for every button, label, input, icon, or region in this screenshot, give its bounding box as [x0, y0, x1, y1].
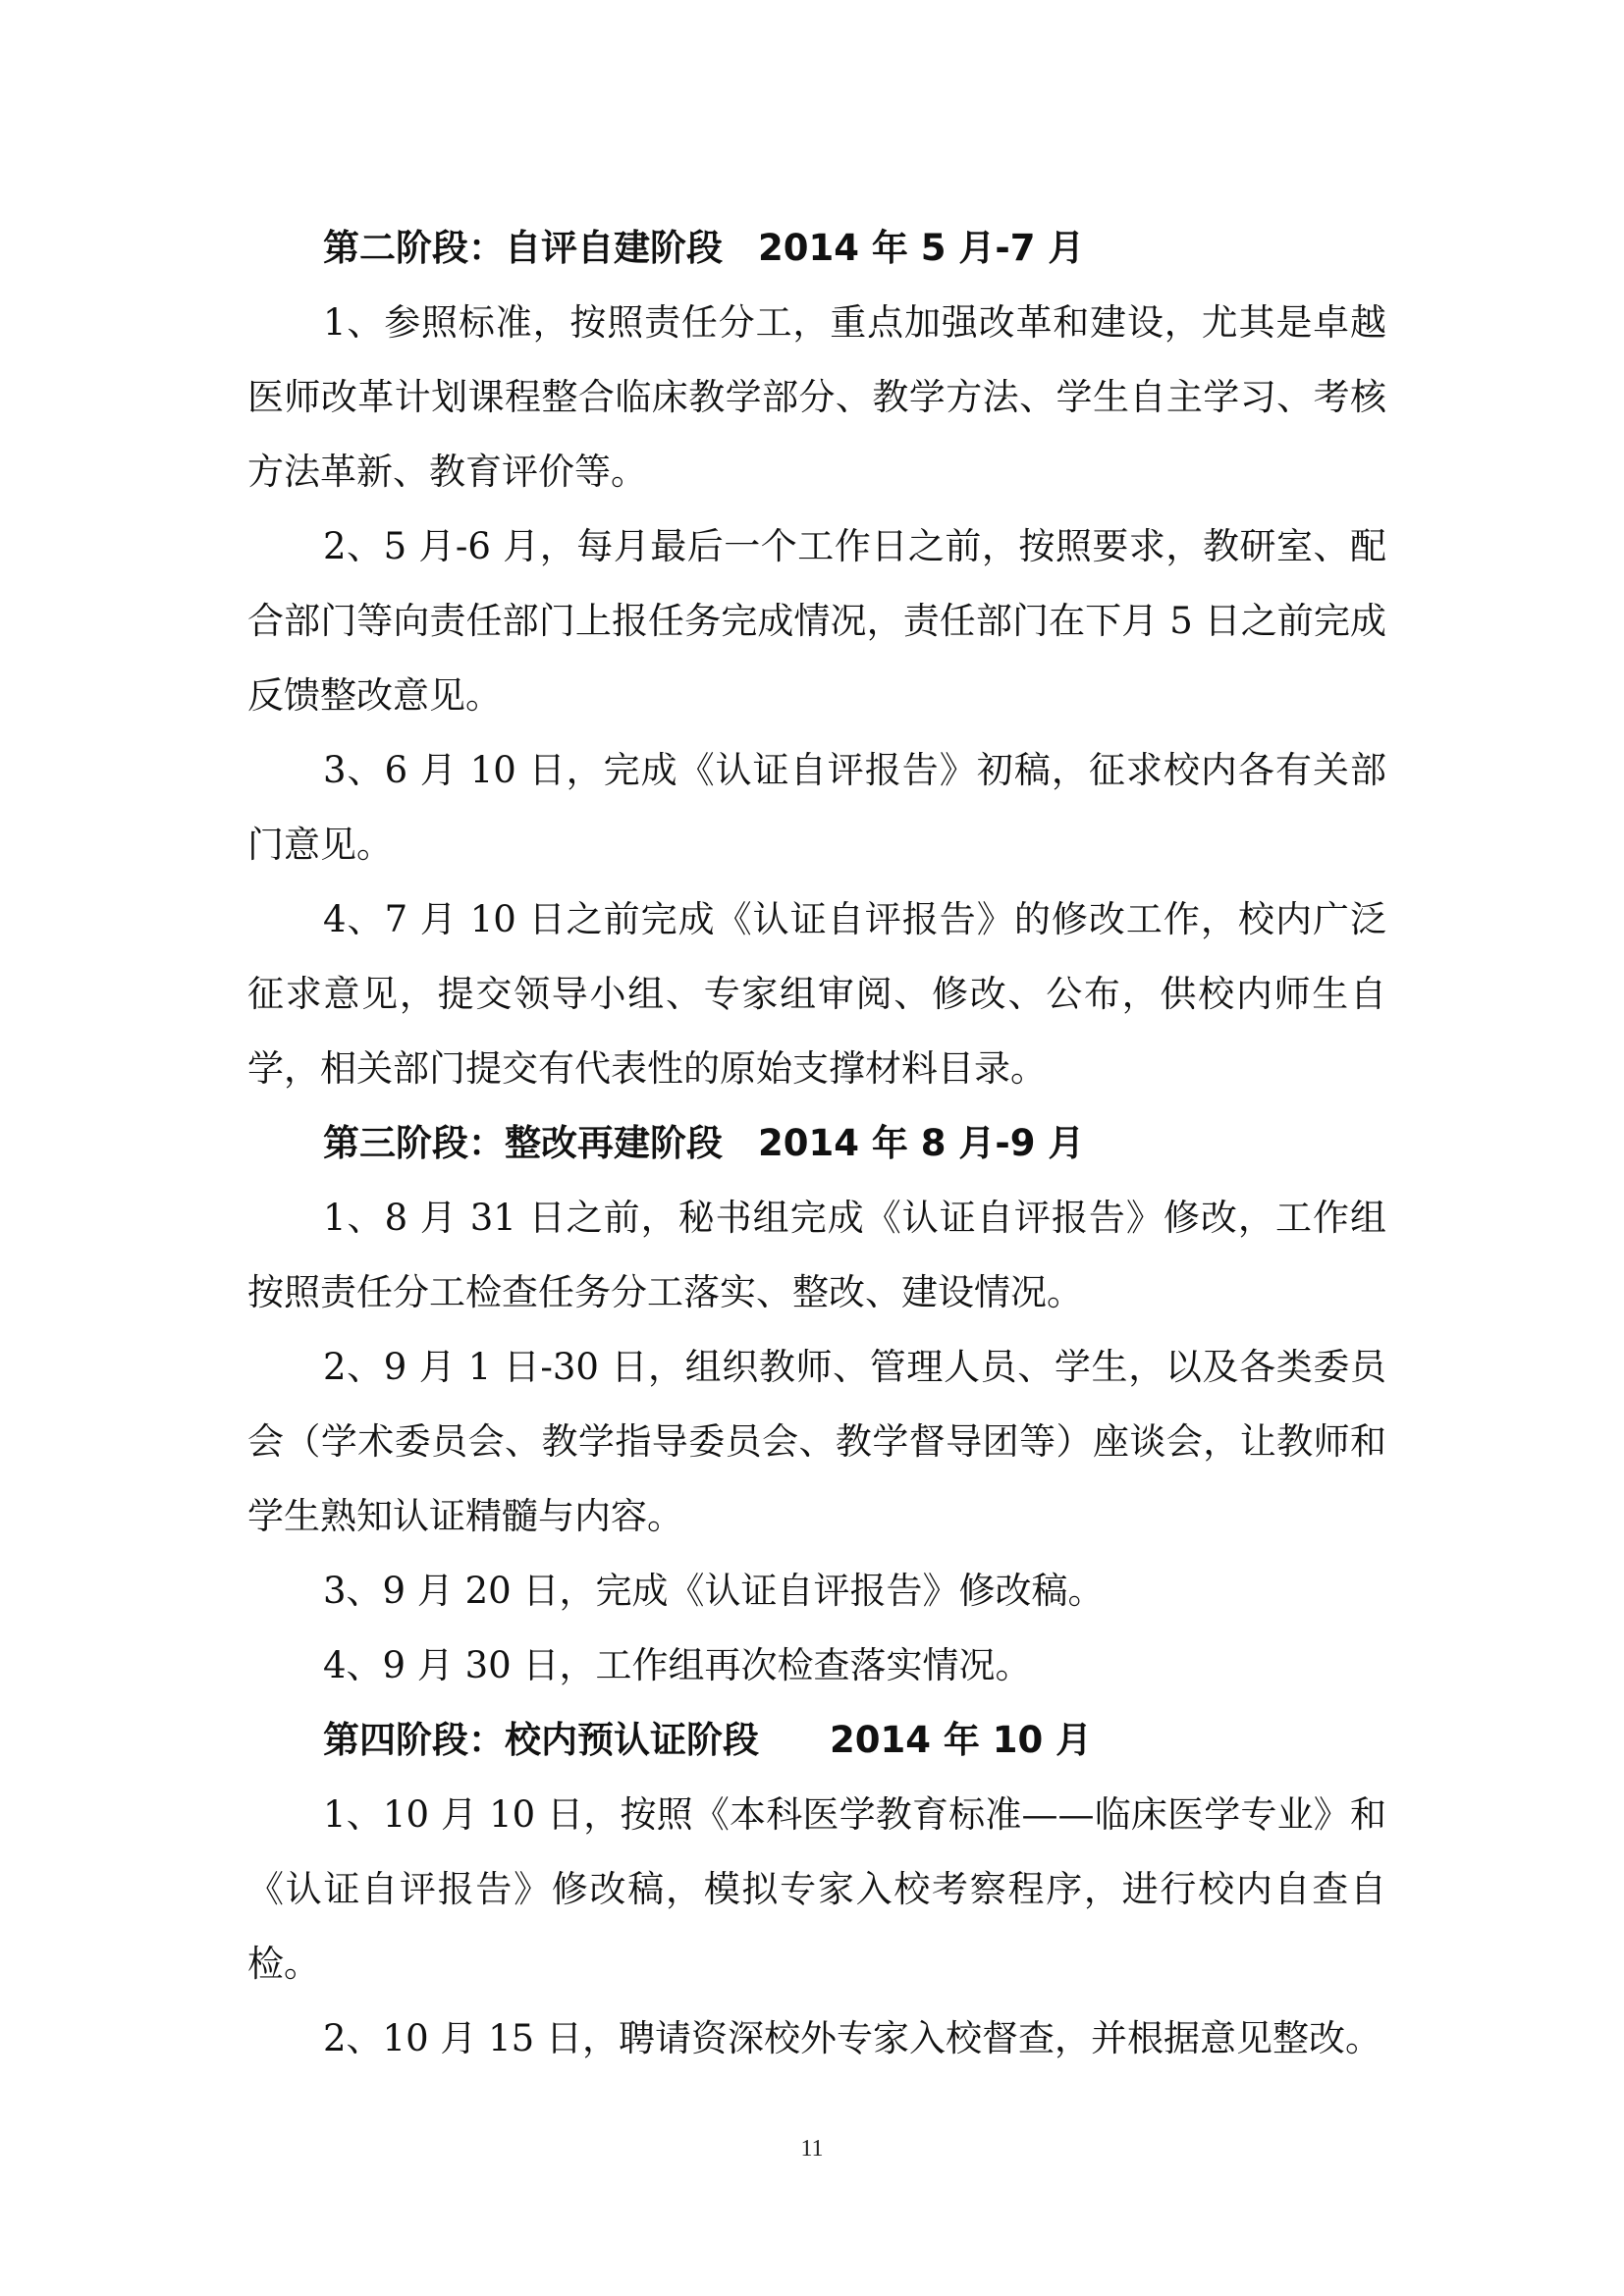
stage-4-item-2: 2、10 月 15 日，聘请资深校外专家入校督查，并根据意见整改。: [323, 2017, 1381, 2059]
stage-3-item-2: 2、9 月 1 日-30 日，组织教师、管理人员、学生，以及各类委员会（学术委员会、教学指导委员会、教学督导团等）座谈会，让教师和学生熟知认证精髓与内容。: [247, 1346, 1386, 1537]
stage-3-item-4: 4、9 月 30 日，工作组再次检查落实情况。: [323, 1644, 1032, 1686]
stage-2-heading: [247, 211, 1386, 286]
stage-3-item-1: 1、8 月 31 日之前，秘书组完成《认证自评报告》修改，工作组按照责任分工检查任务分工落实、整改、建设情况。: [247, 1197, 1386, 1313]
stage-4-heading: [247, 1703, 1386, 1778]
stage-2-item-1: 1、参照标准，按照责任分工，重点加强改革和建设，尤其是卓越医师改革计划课程整合临床教学部分、教学方法、学生自主学习、考核方法革新、教育评价等。: [247, 301, 1386, 493]
stage-4-item-1: 1、10 月 10 日，按照《本科医学教育标准——临床医学专业》和《认证自评报告》修改稿，模拟专家入校考察程序，进行校内自查自检。: [247, 1793, 1386, 1985]
stage-2-title: 第二阶段：自评自建阶段: [323, 227, 723, 269]
stage-2-item-4: 4、7 月 10 日之前完成《认证自评报告》的修改工作，校内广泛征求意见，提交领导小组、专家组审阅、修改、公布，供校内师生自学，相关部门提交有代表性的原始支撑材料目录。: [247, 898, 1386, 1090]
stage-3-heading: [247, 1106, 1386, 1181]
stage-3-title: 第三阶段：整改再建阶段: [323, 1122, 723, 1164]
document-body: [247, 211, 1386, 2076]
stage-2-item-2: 2、5 月-6 月，每月最后一个工作日之前，按照要求，教研室、配合部门等向责任部门上报任务完成情况，责任部门在下月 5 日之前完成反馈整改意见。: [247, 525, 1386, 717]
page-number: 11: [800, 2136, 824, 2162]
stage-2-item-3: 3、6 月 10 日，完成《认证自评报告》初稿，征求校内各有关部门意见。: [247, 749, 1386, 866]
stage-2-period: 2014 年 5 月-7 月: [758, 227, 1085, 269]
stage-3-period: 2014 年 8 月-9 月: [758, 1122, 1085, 1164]
stage-3-item-3: 3、9 月 20 日，完成《认证自评报告》修改稿。: [323, 1570, 1105, 1612]
stage-4-title: 第四阶段：校内预认证阶段: [323, 1719, 759, 1761]
stage-4-period: 2014 年 10 月: [830, 1719, 1093, 1761]
